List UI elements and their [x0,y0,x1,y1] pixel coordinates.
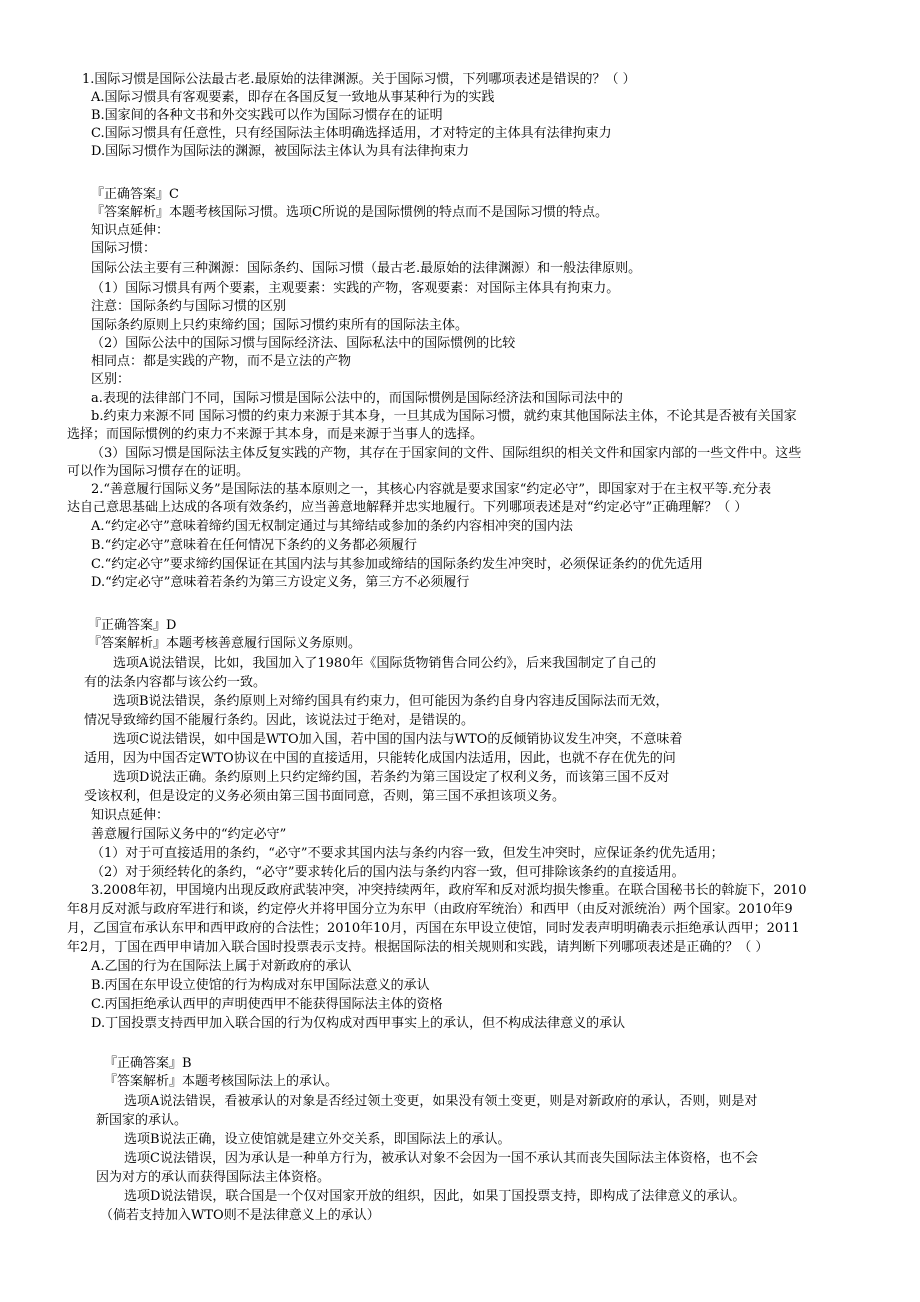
q1-option-d: D.国际习惯作为国际法的渊源，被国际法主体认为具有法律拘束力 [91,144,470,159]
q2-extension-title: 知识点延伸： [91,808,170,823]
q2-stem: 2.“善意履行国际义务”是国际法的基本原则之一，其核心内容就是要求国家“约定必守”，即国家对于在主权平等.充分表 [91,482,772,497]
q1-answer: 『正确答案』C [91,187,179,202]
q2-option-c-explanation: 选项C说法错误，如中国是WTO加入国，若中国的国内法与WTO的反倾销协议发生冲突，不意味着 [113,732,683,747]
q3-option-a-explanation: 新国家的承认。 [96,1113,188,1128]
q2-extension-line: （1）对于可直接适用的条约，“必守”不要求其国内法与条约内容一致，但发生冲突时，应保证条约优先适用； [91,846,724,861]
q1-extension-line: （2）国际公法中的国际习惯与国际经济法、国际私法中的国际惯例的比较 [91,336,516,351]
q2-analysis: 『答案解析』本题考核善意履行国际义务原则。 [88,636,362,651]
q1-extension-line: 选择；而国际惯例的约束力不来源于其本身，而是来源于当事人的选择。 [67,427,484,442]
q1-extension-title: 知识点延伸： [91,223,170,238]
q1-extension-line: （1）国际习惯具有两个要素，主观要素：实践的产物，客观要素：对国际主体具有拘束力。 [91,281,620,296]
q2-extension-line: （2）对于须经转化的条约，“必守”要求转化后的国内法与条约内容一致，但可排除该条约的直接适用。 [91,865,685,880]
q1-extension-line: 国际条约原则上只约束缔约国；国际习惯约束所有的国际法主体。 [91,318,469,333]
q2-option-c-explanation: 适用，因为中国否定WTO协议在中国的直接适用，只能转化成国内法适用，因此，也就不存在优先的问 [84,751,676,766]
q3-option-b-explanation: 选项B说法正确，设立使馆就是建立外交关系，即国际法上的承认。 [124,1132,511,1147]
q3-option-b: B.丙国在东甲设立使馆的行为构成对东甲国际法意义的承认 [91,978,430,993]
q2-extension-subtitle: 善意履行国际义务中的“约定必守” [91,827,287,842]
q3-option-c-explanation: 选项C说法错误，因为承认是一种单方行为，被承认对象不会因为一国不承认其而丧失国际法主体资格，也不会 [124,1151,758,1166]
q1-extension-line: 可以作为国际习惯存在的证明。 [67,464,250,479]
q1-option-b: B.国家间的各种文书和外交实践可以作为国际习惯存在的证明 [91,108,443,123]
q2-answer: 『正确答案』D [88,618,177,633]
q1-extension-subtitle: 国际习惯： [91,241,157,256]
q1-extension-line: 相同点：都是实践的产物，而不是立法的产物 [91,354,352,369]
q3-stem: 月，乙国宣布承认东甲和西甲政府的合法性；2010年10月，丙国在东甲设立使馆，同时发表声明明确表示拒绝承认西甲；2011 [67,921,800,936]
q1-extension-line: 国际公法主要有三种渊源：国际条约、国际习惯（最古老.最原始的法律渊源）和一般法律原则。 [91,261,642,276]
q1-stem: 1.国际习惯是国际公法最古老.最原始的法律渊源。关于国际习惯，下列哪项表述是错误的？（ ） [82,72,636,87]
q2-option-d-explanation: 选项D说法正确。条约原则上只约定缔约国，若条约为第三国设定了权利义务，而该第三国不反对 [113,770,670,785]
q3-option-d-explanation: （倘若支持加入WTO则不是法律意义上的承认） [100,1208,380,1223]
q1-option-c: C.国际习惯具有任意性，只有经国际法主体明确选择适用，才对特定的主体具有法律拘束力 [91,126,612,141]
q2-option-c: C.“约定必守”要求缔约国保证在其国内法与其参加或缔结的国际条约发生冲突时，必须保证条约的优先适用 [91,557,703,572]
q3-stem: 年2月，丁国在西甲申请加入联合国时投票表示支持。根据国际法的相关规则和实践，请判断下列哪项表述是正确的？（ ） [67,940,769,955]
q3-stem: 3.2008年初，甲国境内出现反政府武装冲突，冲突持续两年，政府军和反对派均损失惨重。在联合国秘书长的斡旋下，2010 [91,883,807,898]
q1-option-a: A.国际习惯具有客观要素，即存在各国反复一致地从事某种行为的实践 [91,90,495,105]
q1-extension-line: （3）国际习惯是国际法主体反复实践的产物，其存在于国家间的文件、国际组织的相关文件和国家内部的一些文件中。这些 [91,446,802,461]
q3-option-c-explanation: 因为对方的承认而获得国际法主体资格。 [96,1170,331,1185]
q2-option-a: A.“约定必守”意味着缔约国无权制定通过与其缔结或参加的条约内容相冲突的国内法 [91,519,573,534]
q2-option-b-explanation: 情况导致缔约国不能履行条约。因此，该说法过于绝对，是错误的。 [84,713,475,728]
q2-stem: 达自己意思基础上达成的各项有效条约，应当善意地解释并忠实地履行。下列哪项表述是对“约定必守”正确理解？（ ） [67,500,748,515]
q3-option-d-explanation: 选项D说法错误，联合国是一个仅对国家开放的组织，因此，如果丁国投票支持，即构成了法律意义的承认。 [124,1189,746,1204]
q1-extension-line: b.约束力来源不同 国际习惯的约束力来源于其本身，一旦其成为国际习惯，就约束其他国际法主体，不论其是否被有关国家 [91,409,797,424]
q1-extension-line: 注意：国际条约与国际习惯的区别 [91,299,287,314]
q1-analysis: 『答案解析』本题考核国际习惯。选项C所说的是国际惯例的特点而不是国际习惯的特点。 [91,205,608,220]
q1-extension-line: a.表现的法律部门不同，国际习惯是国际公法中的，而国际惯例是国际经济法和国际司法中的 [91,391,623,406]
q3-option-d: D.丁国投票支持西甲加入联合国的行为仅构成对西甲事实上的承认，但不构成法律意义的承认 [91,1016,626,1031]
q1-extension-line: 区别： [91,372,131,387]
q3-option-a: A.乙国的行为在国际法上属于对新政府的承认 [91,959,352,974]
q3-answer: 『正确答案』B [104,1056,192,1071]
q3-analysis: 『答案解析』本题考核国际法上的承认。 [104,1074,339,1089]
q2-option-d-explanation: 受该权利，但是设定的义务必须由第三国书面同意，否则，第三国不承担该项义务。 [84,789,566,804]
q2-option-a-explanation: 选项A说法错误，比如，我国加入了1980年《国际货物销售合同公约》，后来我国制定了自己的 [113,656,656,671]
q2-option-a-explanation: 有的法条内容都与该公约一致。 [84,675,267,690]
q3-option-a-explanation: 选项A说法错误，看被承认的对象是否经过领土变更，如果没有领土变更，则是对新政府的承认，否则，则是对 [124,1094,758,1109]
q2-option-b: B.“约定必守”意味着在任何情况下条约的义务都必须履行 [91,538,417,553]
q3-option-c: C.丙国拒绝承认西甲的声明使西甲不能获得国际法主体的资格 [91,997,443,1012]
q2-option-d: D.“约定必守”意味着若条约为第三方设定义务，第三方不必须履行 [91,575,470,590]
q3-stem: 年8月反对派与政府军进行和谈，约定停火并将甲国分立为东甲（由政府军统治）和西甲（由反对派统治）两个国家。2010年9 [67,902,793,917]
q2-option-b-explanation: 选项B说法错误，条约原则上对缔约国具有约束力，但可能因为条约自身内容违反国际法而无效， [113,694,669,709]
